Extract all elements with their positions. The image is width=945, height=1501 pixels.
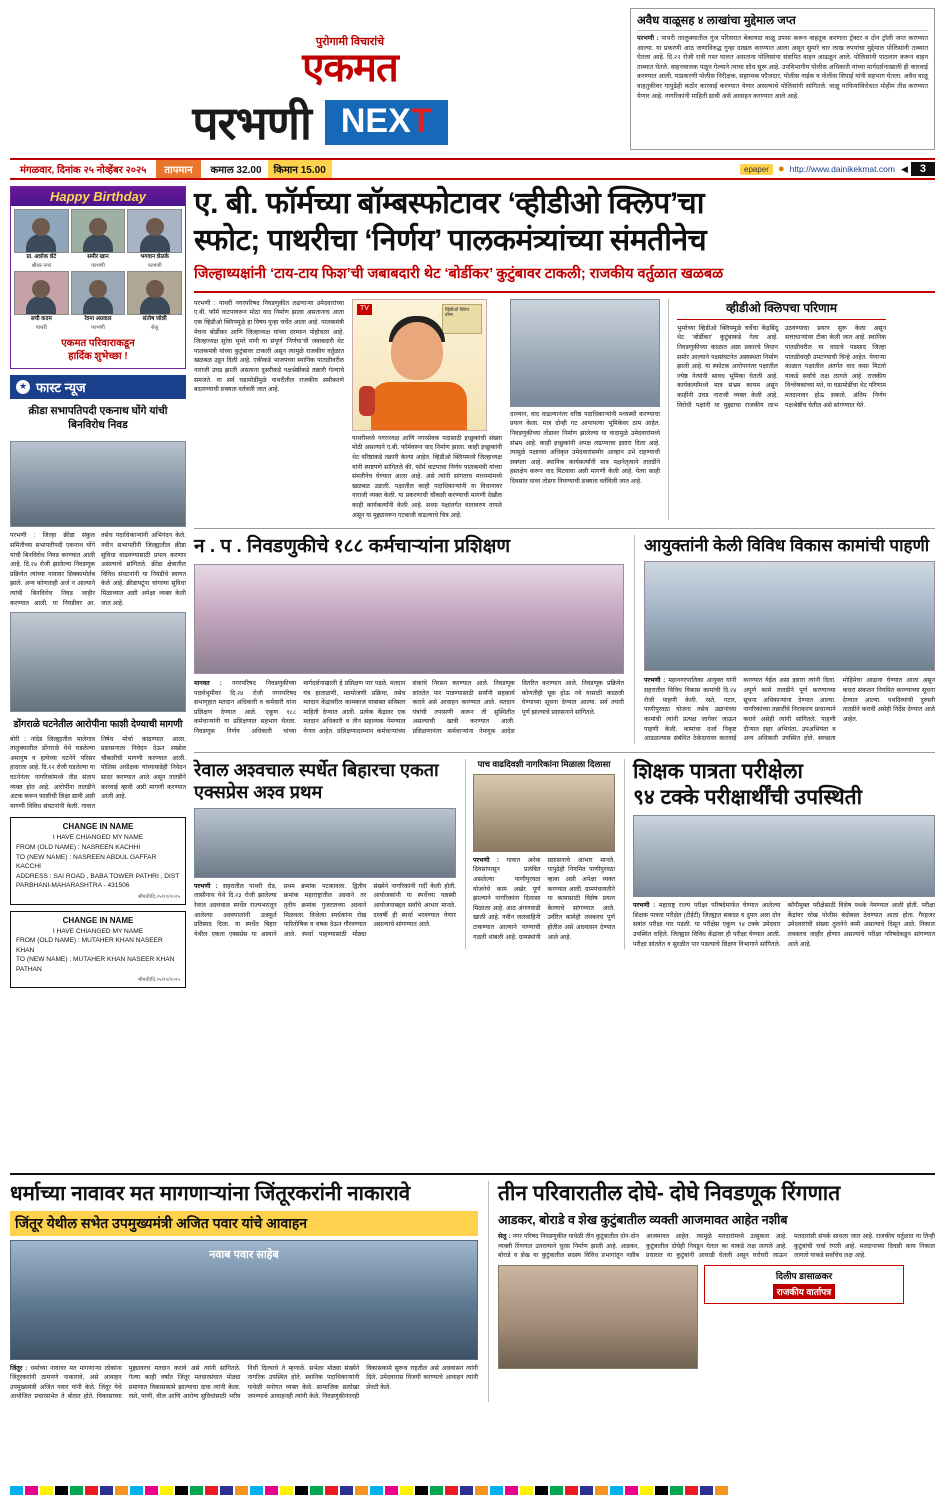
rally-banner-text: नवाब पवार साहेब: [209, 1248, 279, 1261]
lead-col-1: परभणी : पाथरी नगरपरिषद निवडणुकीत लढणाऱ्या उमेदवारांच्या ए.बी. फॉर्म वाटपावरून मोठा वाद निर्माण झाला असतानाच आता एक व्हिडीओ क्लिपमुळे हा विषय पुन्हा चर्चेत आला आहे. पालकमंत्री मेघना बोर्डीकर आणि जिल्हाध्यक्ष यांच्या दरम्यान पोहोचला आहे. जिल्हाध्यक्ष सुरेश भुमरे यांनी या संपूर्ण ‘निर्णया’ची जबाबदारी थेट पालकमंत्री यांच्या कुटुंबावर टाकली असून त्यामुळे राजकीय वर्तुळात खळबळ उडून दिली आहे. एकीकडे भाजपच्या स्थानिक पातळीवरील नाराजी उघड झाली असताना दुसरीकडे पक्षश्रेष्ठींकडे तक्रारी गेल्याचे समजते. या सर्व घडामोडींमुळे पाथरीतील राजकीय समीकरणे बदलण्याची शक्यता वर्तवली जात आहे.: [194, 299, 344, 394]
mid-right-body: परभणी : महानगरपालिका आयुक्त यांनी शहरातील विविध विकास कामांची दि.२४ रोजी पाहणी केली. रस्ते, गटार, पाणीपुरवठा योजना तसेच उद्यानांच्या कामांची त्यांनी प्रत्यक्ष जागेवर जाऊन पाहणी केली. कामांचा दर्जा निकृष्ट आढळल्यास संबंधित ठेकेदारावर कारवाई करण्यात येईल असा इशारा त्यांनी दिला. अपूर्ण कामे तातडीने पूर्ण करण्याच्या सूचना अधिकाऱ्यांना देण्यात आल्या. नागरिकांच्या तक्रारींचे निराकरण प्राधान्याने करावे असेही त्यांनी सांगितले. पाहणी दौऱ्यात शहर अभियंता, उपअभियंता व अन्य अधिकारी उपस्थित होते. स्वच्छता मोहिमेचा आढावा घेण्यात आला असून कचरा संकलन नियमित करण्याच्या सूचना देण्यात आल्या. पथदिव्यांची दुरुस्ती तातडीने करावी असेही निर्देश देण्यात आले आहेत.: [644, 677, 935, 743]
low-left-photo: [194, 808, 456, 878]
color-swatch: [235, 1486, 248, 1495]
bottom-left-body: जिंतूर : धर्माच्या नावावर मत मागणाऱ्या लोकांना जिंतूरकरांनी ठामपणे नाकारावे, असे आवाहन उपमुख्यमंत्री अजित पवार यांनी केले. जिंतूर येथे आयोजित प्रचारसभेत ते बोलत होते. विकासाच्या मुद्द्यावरच मतदान करावे असे त्यांनी सांगितले. गेल्या काही वर्षांत जिंतूर मतदारसंघात मोठ्या प्रमाणात विकासकामे झाल्याचा दावा त्यांनी केला. रस्ते, पाणी, वीज आणि आरोग्य सुविधांसाठी भरीव निधी दिल्याचे ते म्हणाले. सभेला मोठ्या संख्येने नागरिक उपस्थित होते. स्थानिक पदाधिकाऱ्यांनी यावेळी मनोगत व्यक्त केले. सामाजिक सलोखा जपण्याचे आवाहनही त्यांनी केले. निवडणुकीनंतरही विकासकामे सुरूच राहतील असे आश्वासन त्यांनी दिले. उमेदवारास विजयी करण्याचे आवाहन त्यांनी शेवटी केले.: [10, 1364, 478, 1401]
notice-signature: श्रीमती/दि.२५/११/२०२५: [137, 893, 180, 900]
notice-line: I HAVE CHIANGED MY NAME: [52, 834, 144, 842]
color-swatch: [415, 1486, 428, 1495]
birthday-person: प्रा. अशोक शेटे श्रीधर नगर: [14, 209, 69, 269]
avatar: [127, 209, 182, 253]
bottom-right-subheadline: आडकर, बोराडे व शेख कुटुंबातील व्यक्ती आजमावत आहेत नशीब: [498, 1213, 788, 1228]
color-swatch: [685, 1486, 698, 1495]
mid-right-photo: [644, 561, 935, 671]
mid-left-headline: न . प . निवडणुकीचे १८८ कर्मचाऱ्यांना प्रशिक्षण: [194, 536, 511, 558]
bottom-left-headline: धर्माच्या नावावर मत मागणाऱ्यांना जिंतूरकरांनी नाकारावे: [10, 1182, 411, 1205]
color-swatch: [370, 1486, 383, 1495]
epaper-url[interactable]: http://www.dainikekmat.com: [789, 164, 895, 174]
fast-news-headline-2: डोंगराळे घटनेतील आरोपीना फाशी देण्याची मागणी: [13, 719, 183, 731]
lead-col-2: TV व्हिडीओ क्लिप बॉम्ब पाथरीमध्ये नगराध्यक्ष आणि नगरसेवक पदासाठी इच्छुकांची संख्या मोठी असल्याने ए.बी. फॉर्मवरून वाद निर्माण झाला. काही इच्छुकांनी थेट वरिष्ठांकडे तक्रारी केल्या आहेत. व्हिडीओ क्लिपमध्ये जिल्हाध्यक्ष यांनी स्पष्टपणे सांगितले की, फॉर्म वाटपाचा निर्णय पालकमंत्री यांच्या संमतीनेच घेण्यात आला आहे. असे त्यांनी सांगताच माध्यमांमध्ये खळबळ उडाली. पक्षातील काही पदाधिकाऱ्यांनी या विधानावर नाराजी व्यक्त केली. या प्रकरणाची चौकशी करण्याची मागणी देखील काही कार्यकर्त्यांनी केली आहे. सध्या पक्षांतर्गत वातावरण तापले असून या मुद्द्यावरून गटबाजी वाढल्याचे चित्र आहे.: [352, 299, 502, 520]
info-bar: [10, 158, 935, 180]
lightning-icon: ★: [16, 380, 30, 394]
lead-photo: [510, 299, 660, 407]
fast-news-header: ★ फास्ट न्यूज: [10, 375, 186, 399]
epaper-link[interactable]: [740, 163, 901, 175]
fast-news-body-1: परभणी : जिल्हा क्रीडा संकुल समितीच्या सभापतीपदी एकनाथ घोंगे यांची बिनविरोध निवड करण्यात आली आहे. दि.२४ रोजी झालेल्या निवडणूक प्रक्रियेत त्यांच्या नावावर शिक्कामोर्तब झाले. अन्य कोणताही अर्ज न आल्याने त्यांची बिनविरोध निवड जाहीर करण्यात आली. या निवडीवर आ. तसेच पदाधिकाऱ्यांनी अभिनंदन केले. नवीन सभापतींनी जिल्ह्यातील क्रीडा सुविधा वाढवण्यासाठी प्रयत्न करणार असल्याचे सांगितले. क्रीडा क्षेत्रातील विविध संघटनांनी या निवडीचे स्वागत केले आहे. क्रीडापटूंना चांगल्या सुविधा मिळाव्यात अशी अपेक्षा व्यक्त केली जात आहे.: [10, 532, 186, 607]
birthday-person: संतोष जोशी सेलू: [127, 271, 182, 331]
byline-stamp: [704, 1265, 904, 1304]
bottom-right-photo: [498, 1265, 698, 1369]
byline-name: दिलीप डासाळकर: [775, 1271, 833, 1282]
low-story-left: [194, 759, 456, 950]
bottom-story-left: [10, 1181, 478, 1402]
masthead: [10, 8, 935, 156]
color-swatch: [625, 1486, 638, 1495]
globe-icon: ●: [777, 163, 785, 175]
avatar: [14, 209, 69, 253]
mid-left-photo: [194, 564, 624, 674]
birthday-greeting: एकमत परिवाराकडून हार्दिक शुभेच्छा !: [61, 337, 135, 362]
happy-birthday-title: Happy Birthday: [11, 187, 185, 206]
color-swatch: [655, 1486, 668, 1495]
low-mid-body: परभणी : गावात अनेक दिवसांपासून प्रलंबित असलेल्या पाणीपुरवठा योजनेचे काम अखेर पूर्ण झाल्याने नागरिकांना दिलासा मिळाला आहे. आठ अंगणवाडी खाली आहे. नवीन जलवाहिनी टाकण्यात आल्याने पाण्याची गळती थांबली आहे. ग्रामस्थांनी प्रशासनाचे आभार मानले. यापुढेही नियमित पाणीपुरवठा व्हावा अशी अपेक्षा व्यक्त करण्यात आली. ग्रामपंचायतीने या कामासाठी विशेष प्रयत्न केल्याचे सांगण्यात आले. उर्वरित कामेही लवकरच पूर्ण होतील असे आश्वासन देण्यात आले आहे.: [473, 856, 615, 941]
notice-to: TO (NEW NAME) : NASREEN ABDUL GAFFAR KACCHI: [16, 853, 157, 871]
lead-sidebar: [668, 299, 886, 520]
bottom-left-subheadline: जिंतूर येथील सभेत उपमुख्यमंत्री अजित पवार यांचे आवाहन: [10, 1211, 478, 1236]
color-swatch: [610, 1486, 623, 1495]
sidebar-body: भुमरेच्या व्हिडीओ क्लिपमुळे चर्चेचा केंद्रबिंदू थेट ‘बोर्डीकर’ कुटुंबाकडे गेला आहे. निवडणुकीच्या काळात अशा प्रकारचे विधान समोर आल्याने पक्षसंघटनेत अस्वस्थता निर्माण झाली आहे. या स्फोटक आरोपानंतर पक्षातील ज्येष्ठ नेत्यांनी सावध भूमिका घेतली आहे. कार्यकर्त्यांमध्ये मात्र संभ्रम कायम असून काहींनी उघड नाराजी व्यक्त केली आहे. विरोधी पक्षांनी या मुद्द्याचा राजकीय लाभ उठवण्याचा प्रयत्न सुरू केला असून सत्ताधाऱ्यांवर टीका केली जात आहे. स्थानिक पातळीवरील या वादाचे पडसाद जिल्हा पातळीवरही उमटण्याची चिन्हे आहेत. येणाऱ्या काळात पक्षातील अंतर्गत वाद कसा मिटतो याकडे सर्वांचे लक्ष लागले आहे. राजकीय विश्लेषकांच्या मते, या घडामोडींचा थेट परिणाम मतदानावर होऊ शकतो. अंतिम निर्णय पक्षश्रेष्ठींच घेतील असे सांगण्यात येते.: [677, 324, 886, 409]
bottom-left-photo: [10, 1240, 478, 1360]
color-swatch: [220, 1486, 233, 1495]
color-swatch: [640, 1486, 653, 1495]
color-swatch: [580, 1486, 593, 1495]
sidebar-title: व्हीडीओ क्लिपचा परिणाम: [677, 299, 886, 320]
tv-label-icon: TV: [357, 304, 372, 315]
page-number-group: [901, 162, 935, 176]
top-story-headline: अवैध वाळूसह ४ लाखांचा मुद्देमाल जप्त: [637, 13, 928, 31]
lead-subheadline: जिल्हाध्यक्षांनी ‘टाय-टाय फिश’ची जबाबदारी थेट ‘बोर्डीकर’ कुटुंबावर टाकली; राजकीय वर्तुळात खळबळ: [194, 266, 724, 283]
mid-story-right: [634, 535, 935, 744]
temperature-max: कमाल 32.00: [210, 165, 262, 176]
notice-line: I HAVE CHIANGED MY NAME: [52, 927, 144, 935]
next-logo: NEXT: [325, 100, 448, 145]
color-swatch: [85, 1486, 98, 1495]
low-right-headline: शिक्षक पात्रता परीक्षेला ९४ टक्के परीक्षार्थींची उपस्थिती: [633, 759, 863, 809]
cartoon-illustration: [352, 299, 487, 431]
avatar: [14, 271, 69, 315]
color-swatch: [700, 1486, 713, 1495]
mid-left-body: मानवत : नगरपरिषद निवडणुकीच्या पार्श्वभूमीवर दि.२४ रोजी नगरपरिषद सभागृहात मतदान अधिकारी व कर्मचारी यांना प्रशिक्षण देण्यात आले. एकूण १८८ कर्मचाऱ्यांनी या प्रशिक्षणात सहभाग घेतला. निवडणूक निर्णय अधिकारी यांच्या मार्गदर्शनाखाली हे प्रशिक्षण पार पडले. मतदान यंत्र हाताळणी, मतमोजणी प्रक्रिया, तसेच मतदान केंद्रावरील कामकाज याबाबत सविस्तर माहिती देण्यात आली. प्रत्येक केंद्रावर एक मतदान अधिकारी व तीन सहाय्यक नेमण्यात येणार आहेत. प्रशिक्षणादरम्यान कर्मचाऱ्यांच्या शंकांचे निरसन करण्यात आले. निवडणूक शांततेत पार पाडण्यासाठी सर्वांनी सहकार्य करावे असे आवाहन करण्यात आले. मतदान यंत्रांची तपासणी करून ती सुस्थितीत असल्याची खात्री करण्यात आली. प्रशिक्षणानंतर कर्मचाऱ्यांना नेमणूक आदेश वितरित करण्यात आले. निवडणूक प्रक्रियेत कोणतीही चूक होऊ नये यासाठी काळजी घेण्याच्या सूचना देण्यात आल्या. सर्व तयारी पूर्ण झाल्याचे प्रशासनाने सांगितले.: [194, 679, 624, 736]
cartoon-caption: व्हिडीओ क्लिप बॉम्ब: [442, 304, 482, 334]
color-swatch: [160, 1486, 173, 1495]
color-swatch: [265, 1486, 278, 1495]
color-swatch: [400, 1486, 413, 1495]
color-swatch: [475, 1486, 488, 1495]
notice-signature: श्रीमती/दि.२५/११/२०२५: [137, 977, 180, 984]
low-mid-photo: [473, 774, 615, 852]
color-swatch: [535, 1486, 548, 1495]
color-swatch: [505, 1486, 518, 1495]
color-swatch: [205, 1486, 218, 1495]
color-swatch: [280, 1486, 293, 1495]
low-left-headline: रेवाल अश्वचाल स्पर्धेत बिहारचा एकता एक्सप्रेस अश्व प्रथम: [194, 759, 439, 803]
color-swatch: [175, 1486, 188, 1495]
notice-address: ADDRESS : SAI ROAD , BABA TOWER PATHRI , DIST PARBHANI-MAHARASHTRA - 431506: [16, 872, 180, 890]
fast-news-headline-1: क्रीडा सभापतिपदी एकनाथ घोंगे यांची बिनविरोध निवड: [28, 404, 168, 432]
cartoon-body: [371, 382, 467, 430]
color-swatch: [325, 1486, 338, 1495]
masthead-brand: [10, 8, 630, 153]
avatar: [71, 271, 126, 315]
color-calibration-bar: [10, 1486, 935, 1495]
bottom-right-body: सेलू : नगर परिषद निवडणुकीत यावेळी तीन कुटुंबातील दोन-दोन व्यक्ती रिंगणात उतरल्याने चुरस निर्माण झाली आहे. आडकर, बोराडे व शेख या कुटुंबातील सदस्य विविध प्रभागांतून नशीब आजमावत आहेत. त्यामुळे मतदारांमध्ये उत्सुकता आहे. कुटुंबातील दोघेही निवडून येतात का याकडे लक्ष लागले आहे. प्रचारात या कुटुंबांनी आघाडी घेतली असून घरोघरी जाऊन मतदारांशी संपर्क साधला जात आहे. राजकीय वर्तुळात या तिन्ही कुटुंबांची चर्चा रंगली आहे. मतदानाच्या दिवशी काय निकाल लागतो याकडे सर्वांचेच लक्ष आहे.: [498, 1233, 935, 1260]
low-mid-headline: पाच वाढदिवशी नागरिकांना मिळाला दिलासा: [477, 758, 611, 769]
page-arrow-icon: ◀: [900, 163, 908, 174]
page-number: 3: [911, 162, 935, 176]
color-swatch: [355, 1486, 368, 1495]
color-swatch: [670, 1486, 683, 1495]
microphone-icon: [359, 386, 375, 416]
color-swatch: [55, 1486, 68, 1495]
divider: [194, 291, 935, 293]
color-swatch: [490, 1486, 503, 1495]
low-row: [194, 752, 935, 950]
bottom-row: [10, 1173, 935, 1402]
color-swatch: [595, 1486, 608, 1495]
low-story-right: [624, 759, 935, 950]
mid-row: [194, 528, 935, 744]
color-swatch: [310, 1486, 323, 1495]
brand-tagline: पुरोगामी विचारांचे: [315, 36, 385, 48]
low-left-body: परभणी : शहरातील पाथरी रोड, लासीनाथ येथे दि.२३ रोजी झालेल्या रेवाल अश्वचाल स्पर्धेत राज्यभरातून आलेल्या अश्वपालांनी उत्स्फूर्त प्रतिसाद दिला. या स्पर्धेत बिहार येथील एकता एक्सप्रेस या अश्वाने प्रथम क्रमांक पटकावला. द्वितीय क्रमांक महाराष्ट्रातील अश्वाने तर तृतीय क्रमांक गुजरातच्या अश्वाने मिळवला. विजेत्या स्पर्धकांना रोख पारितोषिक व चषक देऊन गौरवण्यात आले. स्पर्धा पाहण्यासाठी मोठ्या संख्येने नागरिकांनी गर्दी केली होती. आयोजकांनी या स्पर्धेच्या यशस्वी आयोजनाबद्दल सर्वांचे आभार मानले. दरवर्षी ही स्पर्धा भरवण्यात येणार असल्याचे सांगण्यात आले.: [194, 882, 456, 938]
color-swatch: [550, 1486, 563, 1495]
color-swatch: [250, 1486, 263, 1495]
color-swatch: [460, 1486, 473, 1495]
top-story-dateline: परभणी :: [637, 35, 659, 42]
lead-col-3: दरम्यान, वाद वाढल्यानंतर वरिष्ठ पदाधिकाऱ्यांनी मध्यस्थी करण्याचा प्रयत्न केला. मात्र दोन्ही गट आपापल्या भूमिकेवर ठाम आहेत. निवडणुकीच्या तोंडावर निर्माण झालेल्या या वादामुळे उमेदवारांमध्ये संभ्रम आहे. काही इच्छुकांनी अपक्ष लढण्याचा इशारा दिला आहे. त्यामुळे पक्षाच्या अधिकृत उमेदवारांसमोर आव्हान उभे राहण्याची शक्यता आहे. स्थानिक कार्यकर्त्यांनी मात्र पक्षनेतृत्वाने तातडीने हस्तक्षेप करून वाद मिटवावा अशी मागणी केली आहे. येत्या काही दिवसांत यावर तोडगा निघण्याची शक्यता वर्तविली जात आहे.: [510, 299, 660, 520]
color-swatch: [520, 1486, 533, 1495]
brand-name: एकमत: [302, 46, 398, 90]
publication-date: मंगळवार, दिनांक २५ नोव्हेंबर २०२५: [20, 165, 147, 176]
news-photo-2: [10, 612, 186, 712]
color-swatch: [115, 1486, 128, 1495]
birthday-grid: [11, 206, 185, 334]
bottom-story-right: [488, 1181, 935, 1402]
lead-headline: ए. बी. फॉर्मच्या बॉम्बस्फोटावर ‘व्हीडीओ क्लिप’चा स्फोट; पाथरीचा ‘निर्णय’ पालकमंत्र्यांच्या संमतीनेच: [194, 187, 707, 257]
low-story-mid: [465, 759, 615, 950]
temperature-min: किमान 15.00: [268, 160, 332, 178]
color-swatch: [565, 1486, 578, 1495]
notice-to: TO (NEW NAME) : MUTAHER KHAN NASEER KHAN PATHAN: [16, 956, 175, 973]
fast-news-body-2: बोरी : नांदेड जिल्ह्यातील मालेगाव तालुक्यातील डोंगराळे येथे घडलेल्या अमानुष व हत्येच्या घटनेने परिसर हादरला आहे. दि.२२ रोजी घडलेल्या या घटनेनंतर नागरिकांमध्ये तीव्र संताप व्यक्त होत आहे. आरोपींना तातडीने अटक करून फाशीची शिक्षा द्यावी अशी मागणी विविध संघटनांनी केली. गावात निषेध मोर्चा काढण्यात आला. प्रशासनाला निवेदन देऊन सखोल चौकशीची मागणी करण्यात आली. पोलिस अधीक्षक यांच्याकडेही निवेदन सादर करण्यात आले असून तातडीने कारवाई व्हावी अशी मागणी करण्यात आली आहे.: [10, 735, 186, 810]
color-swatch: [340, 1486, 353, 1495]
edition-city: परभणी: [192, 97, 311, 149]
temperature-label: तापमान: [156, 160, 200, 178]
color-swatch: [70, 1486, 83, 1495]
mid-story-left: [194, 535, 624, 744]
cartoon-face: [391, 322, 443, 380]
low-right-photo: [633, 815, 935, 897]
color-swatch: [40, 1486, 53, 1495]
news-photo-1: [10, 441, 186, 527]
birthday-person: रेश्मा अग्रवाल परभणी: [71, 271, 126, 331]
color-swatch: [430, 1486, 443, 1495]
top-story-body: परभणी : पाथरी ताालुक्यातील गुंज परिसरात बेकायदा वाळू उपसा करून वाहतूक करणारा ट्रॅक्टर व दोन ट्रॉली जप्त करण्यात आल्या. या प्रकरणी आठ जणांविरुद्ध गुन्हा दाखल करण्यात आला असून सुमारे चार लाख रुपयांचा मुद्देमाल पोलिसांनी ताब्यात घेतला आहे. दि.२२ रोजी रात्री गस्त घालत असताना पोलिसांना संशयित वाहन आढळून आले. पोलिसांनी पाठलाग करून वाहन ताब्यात घेतले. वाहनचालक पळून गेल्याने त्याचा शोध सुरू आहे. उपविभागीय पोलीस अधिकारी यांच्या मार्गदर्शनाखाली ही कारवाई करण्यात आली. याप्रकरणी पोलीस निरीक्षक, सहाय्यक फौजदार, पोलीस नाईक व पोलीस शिपाई यांनी सहभाग घेतला. अवैध वाळू वाहतुकीवर यापुढेही कठोर कारवाई करण्यात येणार असल्याचे पोलिसांनी सांगितले. वाळू माफियांविरोधात मोहीम तीव्र करण्यात येणार आहे. नागरिकांनी माहिती द्यावी असे आवाहन करण्यात आले आहे.: [637, 35, 928, 100]
top-story-box: [630, 8, 935, 150]
avatar: [71, 209, 126, 253]
color-swatch: [190, 1486, 203, 1495]
notice-from: FROM (OLD NAME) : MUTAHER KHAN NASEER KHAN: [16, 937, 163, 954]
color-swatch: [100, 1486, 113, 1495]
lead-story-columns: [194, 299, 935, 520]
birthday-person: समीर खान परभणी: [71, 209, 126, 269]
avatar: [127, 271, 182, 315]
low-right-body: परभणी : महाराष्ट्र राज्य परीक्षा परिषदेमार्फत घेण्यात आलेल्या शिक्षक पात्रता परीक्षेत (टीईटी) जिल्ह्यात सकाळ व दुपार अशा दोन सत्रांत परीक्षा पार पडली. या परीक्षेस एकूण ९४ टक्के उमेदवार उपस्थित राहिले. जिल्ह्यात विविध केंद्रांवर ही परीक्षा घेण्यात आली. परीक्षा शांततेत व सुरळीत पार पडल्याचे शिक्षण विभागाने सांगितले. कॉपीमुक्त परीक्षेसाठी विशेष पथके नेमण्यात आली होती. परीक्षा केंद्रांवर चोख पोलीस बंदोबस्त ठेवण्यात आला होता. गैरहजर उमेदवारांची संख्या तुलनेने कमी असल्याचे दिसून आले. निकाल लवकरच जाहीर होणार असल्याचे परीक्षा परिषदेकडून सांगण्यात आले आहे.: [633, 902, 935, 948]
notice-from: FROM (OLD NAME) : NASREEN KACHHI: [16, 843, 141, 851]
color-swatch: [10, 1486, 23, 1495]
birthday-person: भगवान शेळके परभणी: [127, 209, 182, 269]
color-swatch: [295, 1486, 308, 1495]
color-swatch: [715, 1486, 728, 1495]
color-swatch: [145, 1486, 158, 1495]
classified-notice-1: CHANGE IN NAME I HAVE CHIANGED MY NAME FROM (OLD NAME) : NASREEN KACHHI TO (NEW NAME) : NASREEN ABDUL GAFFAR KACCHI ADDRESS : SAI ROAD , BABA TOWER PATHRI , DIST PARBHANI-MAHARASHTRA - 431506 श्रीमती/दि.२५/११/२०२५: [10, 817, 186, 904]
bottom-right-headline: तीन परिवारातील दोघे- दोघे निवडणूक रिंगणात: [498, 1182, 841, 1205]
happy-birthday-box: [10, 186, 186, 369]
color-swatch: [445, 1486, 458, 1495]
epaper-icon: epaper: [740, 164, 773, 175]
birthday-person: सची कदम पाथरी: [14, 271, 69, 331]
color-swatch: [385, 1486, 398, 1495]
color-swatch: [130, 1486, 143, 1495]
classified-notice-2: CHANGE IN NAME I HAVE CHIANGED MY NAME FROM (OLD NAME) : MUTAHER KHAN NASEER KHAN TO (NEW NAME) : MUTAHER KHAN NASEER KHAN PATHAN श्रीमती/दि.२५/११/२०२५: [10, 911, 186, 989]
byline-tag: राजकीय वार्तापत्र: [773, 1284, 836, 1299]
mid-right-headline: आयुक्तांनी केली विविध विकास कामांची पाहणी: [644, 536, 930, 556]
color-swatch: [25, 1486, 38, 1495]
